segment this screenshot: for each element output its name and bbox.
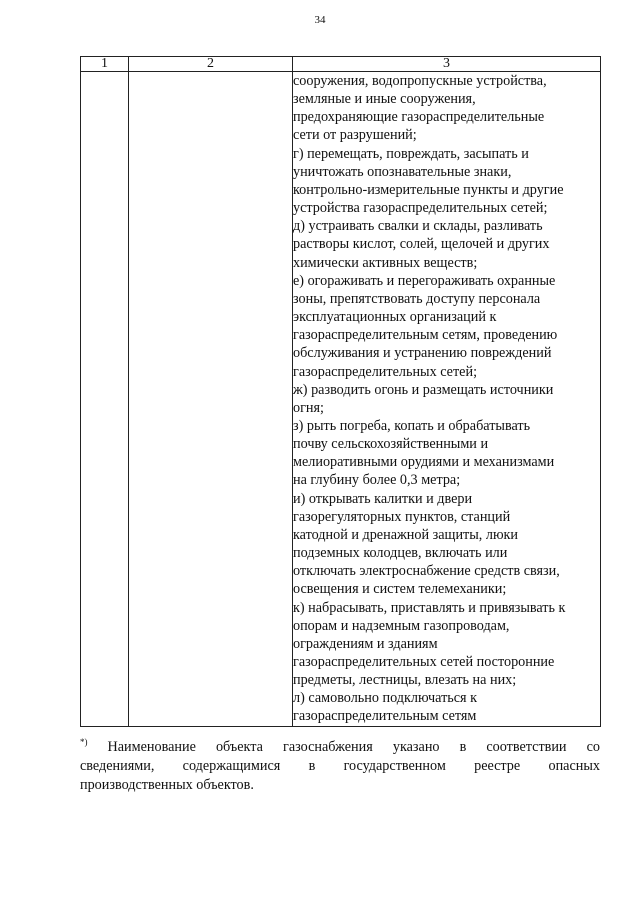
text-line: к) набрасывать, приставлять и привязывать к	[293, 599, 566, 616]
text-line: ж) разводить огонь и размещать источники	[293, 381, 554, 398]
footnote-line-3: производственных объектов.	[80, 777, 254, 793]
text-line: обслуживания и устранению повреждений	[293, 345, 552, 362]
text-line: д) устраивать свалки и склады, разливать	[293, 218, 543, 235]
text-line: газораспределительным сетям, проведению	[293, 327, 558, 344]
text-line: газораспределительных сетей посторонние	[293, 654, 555, 670]
text-line: почву сельскохозяйственными и	[293, 436, 489, 453]
table-row	[81, 72, 601, 727]
text-line: з) рыть погреба, копать и обрабатывать	[293, 417, 531, 434]
footnote	[80, 733, 600, 795]
text-line: уничтожать опознавательные знаки,	[293, 163, 512, 180]
text-line: на глубину более 0,3 метра;	[293, 472, 461, 489]
text-line: огня;	[293, 399, 324, 416]
footnote-line-2: сведениями, содержащимися в государственном реестре опасных	[80, 758, 600, 774]
column-header-3: 3	[293, 57, 601, 72]
text-line: контрольно-измерительные пункты и другие	[293, 181, 564, 198]
text-line: зоны, препятствовать доступу персонала	[293, 290, 541, 307]
text-line: предохраняющие газораспределительные	[293, 109, 545, 126]
text-line: катодной и дренажной защиты, люки	[293, 526, 519, 543]
document-table	[80, 56, 601, 727]
text-line: л) самовольно подключаться к	[293, 690, 478, 707]
text-line: устройства газораспределительных сетей;	[293, 200, 548, 217]
text-line: предметы, лестницы, влезать на них;	[293, 672, 517, 689]
text-line: мелиоративными орудиями и механизмами	[293, 454, 555, 471]
text-line: ограждениям и зданиям	[293, 635, 438, 652]
text-line: сети от разрушений;	[293, 127, 417, 144]
footnote-marker: *)	[80, 737, 88, 747]
text-line: газорегуляторных пунктов, станций	[293, 508, 511, 525]
text-line: газораспределительных сетей;	[293, 363, 478, 380]
text-line: опорам и надземным газопроводам,	[293, 617, 510, 634]
column-3-cell	[293, 72, 601, 727]
text-line: сооружения, водопропускные устройства,	[293, 73, 547, 89]
text-line: е) огораживать и перегораживать охранные	[293, 272, 556, 289]
text-line: газораспределительным сетям	[293, 708, 477, 725]
column-header-1: 1	[81, 57, 129, 72]
footnote-line-1	[80, 733, 600, 757]
text-line: земляные и иные сооружения,	[293, 91, 476, 108]
table-header-row	[81, 57, 601, 72]
column-1-cell	[81, 72, 129, 727]
text-line: и) открывать калитки и двери	[293, 490, 473, 507]
column-2-cell	[129, 72, 293, 727]
text-line: химически активных веществ;	[293, 254, 478, 271]
text-line: отключать электроснабжение средств связи,	[293, 563, 560, 580]
text-line: подземных колодцев, включать или	[293, 545, 508, 562]
column-header-2: 2	[129, 57, 293, 72]
text-line: эксплуатационных организаций к	[293, 309, 497, 326]
page-number: 34	[314, 14, 326, 26]
text-line: освещения и систем телемеханики;	[293, 581, 507, 598]
footnote-text-1: Наименование объекта газоснабжения указано в соответствии со	[107, 739, 600, 755]
text-line: растворы кислот, солей, щелочей и других	[293, 236, 550, 253]
text-line: г) перемещать, повреждать, засыпать и	[293, 145, 529, 162]
